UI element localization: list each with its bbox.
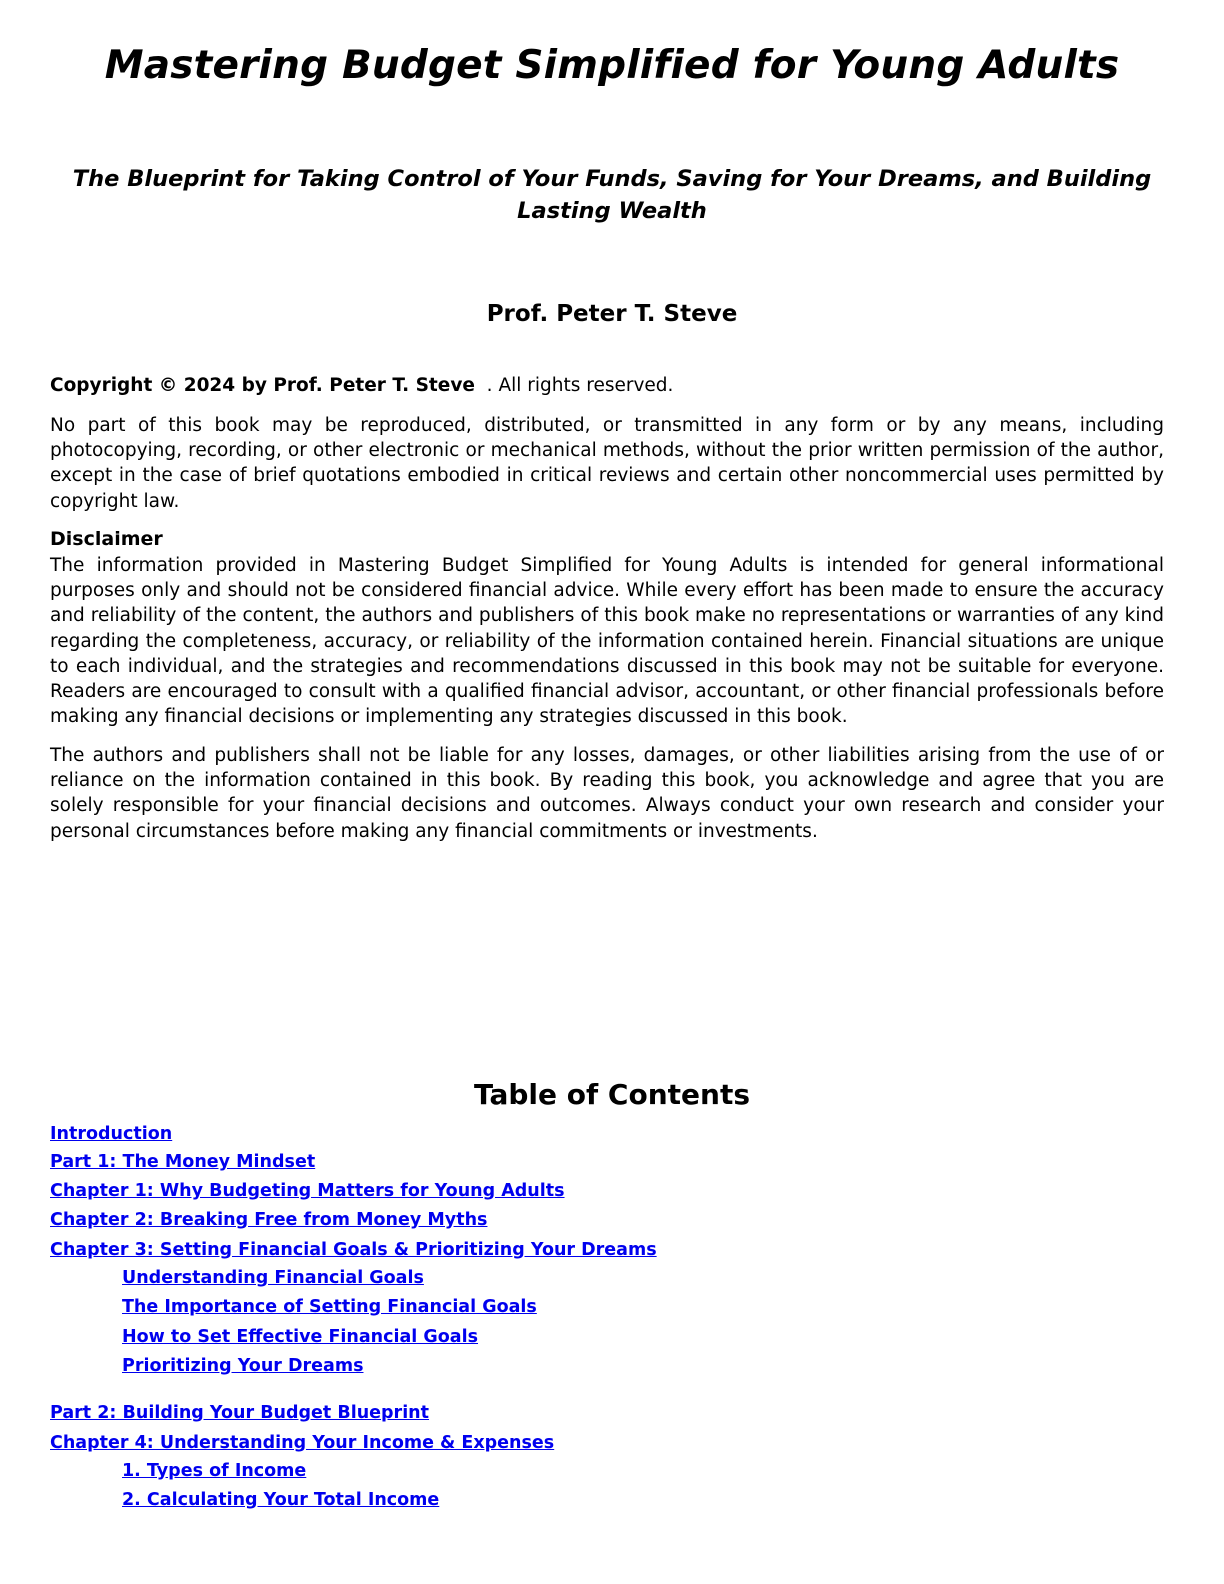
- toc-link-chapter-3[interactable]: Chapter 3: Setting Financial Goals & Prioritizing Your Dreams: [50, 1240, 657, 1260]
- copyright-holder: Copyright © 2024 by Prof. Peter T. Steve: [50, 375, 475, 396]
- copyright-line: [50, 373, 1164, 398]
- toc-link-introduction[interactable]: Introduction: [50, 1124, 173, 1144]
- toc-link-part-2[interactable]: Part 2: Building Your Budget Blueprint: [50, 1403, 430, 1423]
- toc-heading: Table of Contents: [473, 1078, 750, 1111]
- copyright-rights: . All rights reserved.: [474, 375, 674, 396]
- disclaimer-heading: Disclaimer: [50, 528, 163, 550]
- toc-link-prioritizing-dreams[interactable]: Prioritizing Your Dreams: [122, 1356, 364, 1376]
- book-subtitle: The Blueprint for Taking Control of Your Funds, Saving for Your Dreams, and Building Lasting Wealth: [72, 166, 1152, 224]
- toc-link-part-1[interactable]: Part 1: The Money Mindset: [50, 1152, 316, 1172]
- rights-paragraph: No part of this book may be reproduced, distributed, or transmitted in any form or by any means, including photocopying, recording, or other electronic or mechanical methods, without the prior written permission of the author, except in the case of brief quotations embodied in critical reviews and certain other noncommercial uses permitted by copyright law.: [50, 415, 1164, 512]
- toc-link-calculating-total-income[interactable]: 2. Calculating Your Total Income: [122, 1490, 440, 1510]
- disclaimer-paragraph-2: The authors and publishers shall not be liable for any losses, damages, or other liabilities arising from the use of or reliance on the information contained in this book. By reading this book, you acknowledge and agree that you are solely responsible for your financial decisions and outcomes. Always conduct your own research and consider your personal circumstances before making any financial commitments or investments.: [50, 745, 1164, 842]
- book-title: Mastering Budget Simplified for Young Adults: [104, 43, 1120, 88]
- toc-link-chapter-1[interactable]: Chapter 1: Why Budgeting Matters for Young Adults: [50, 1181, 565, 1201]
- toc-link-understanding-financial-goals[interactable]: Understanding Financial Goals: [122, 1268, 424, 1288]
- toc-link-types-of-income[interactable]: 1. Types of Income: [122, 1461, 307, 1481]
- toc-link-set-effective-goals[interactable]: How to Set Effective Financial Goals: [122, 1327, 479, 1347]
- disclaimer-paragraph-1: The information provided in Mastering Budget Simplified for Young Adults is intended for general informational purposes only and should not be considered financial advice. While every effort has been made to ensure the accuracy and reliability of the content, the authors and publishers of this book make no representations or warranties of any kind regarding the completeness, accuracy, or reliability of the information contained herein. Financial situations are unique to each individual, and the strategies and recommendations discussed in this book may not be suitable for everyone. Readers are encouraged to consult with a qualified financial advisor, accountant, or other financial professionals before making any financial decisions or implementing any strategies discussed in this book.: [50, 555, 1164, 728]
- toc-link-importance-of-goals[interactable]: The Importance of Setting Financial Goals: [122, 1297, 537, 1317]
- toc-link-chapter-4[interactable]: Chapter 4: Understanding Your Income & Expenses: [50, 1433, 555, 1453]
- toc-link-chapter-2[interactable]: Chapter 2: Breaking Free from Money Myths: [50, 1210, 488, 1230]
- book-author: Prof. Peter T. Steve: [486, 301, 738, 327]
